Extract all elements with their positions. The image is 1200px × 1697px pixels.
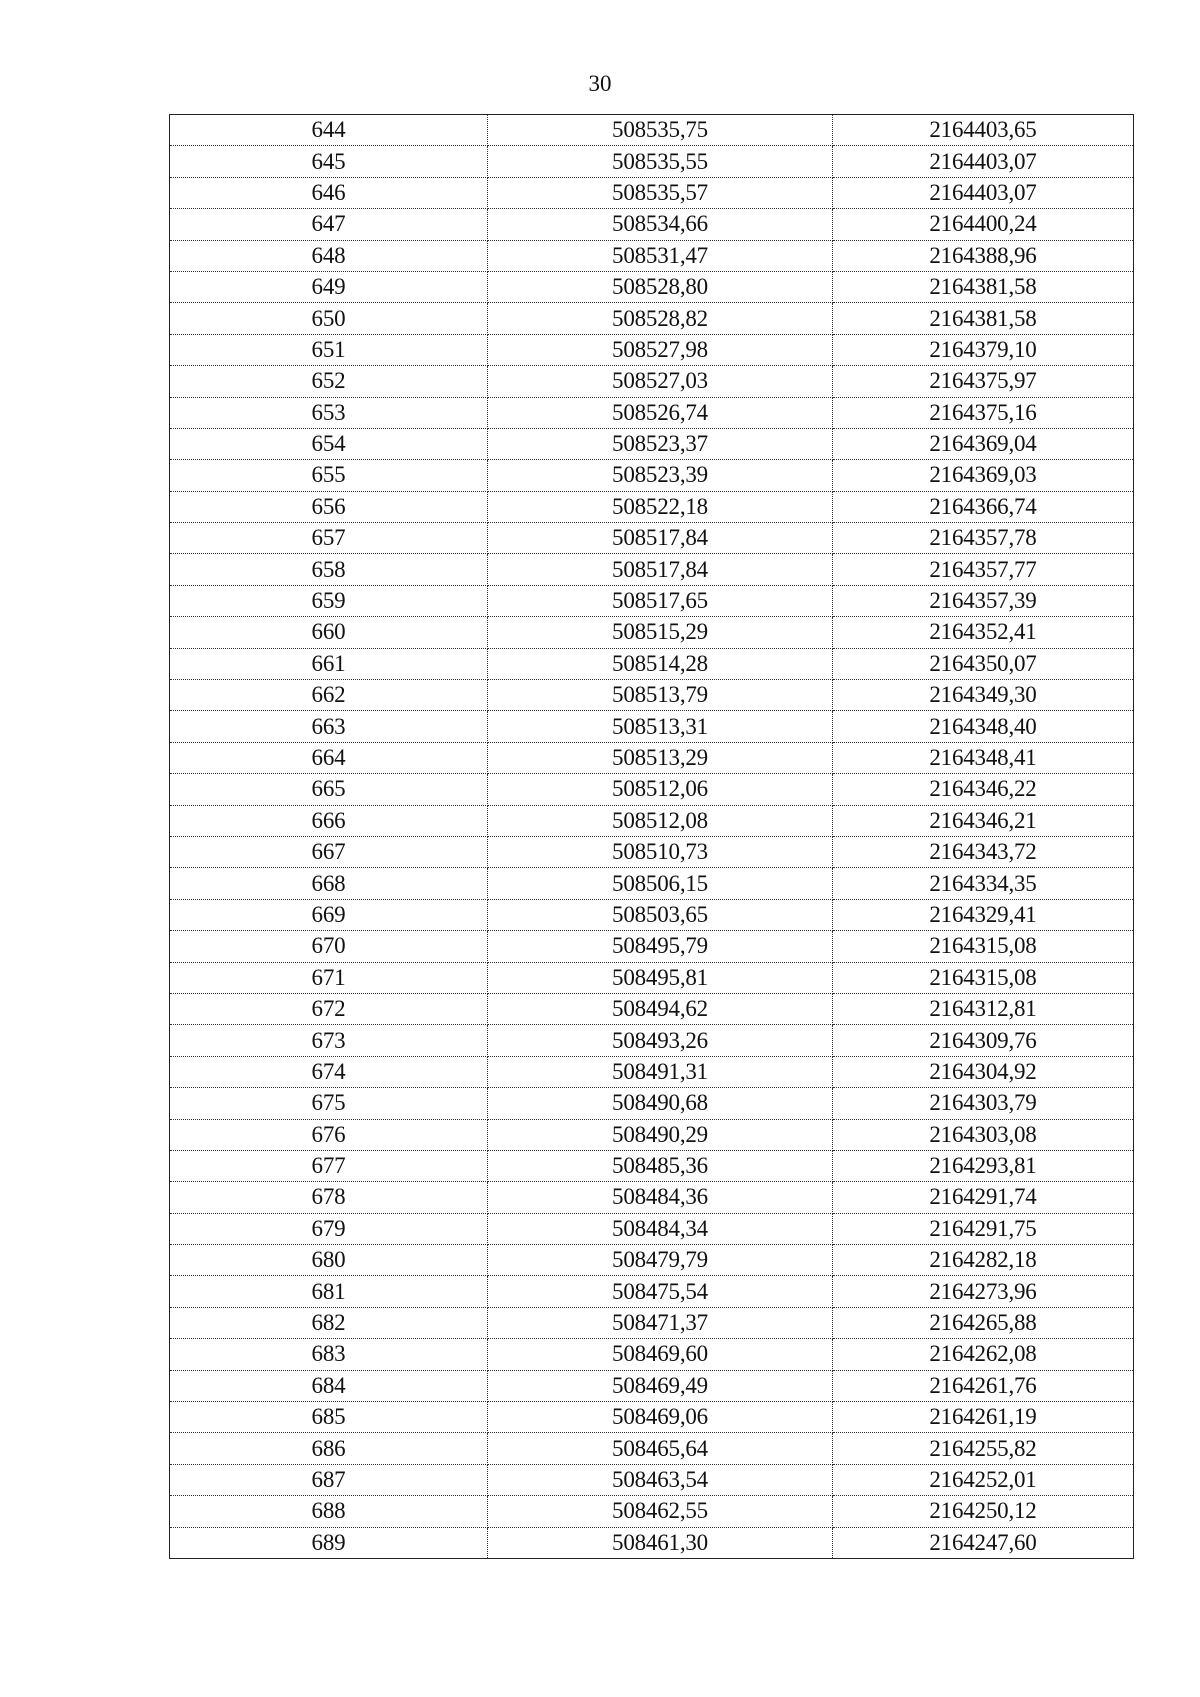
x-coordinate-cell: 508471,37 (488, 1307, 833, 1338)
point-number-cell: 654 (170, 428, 488, 459)
table-row (170, 1433, 1134, 1464)
table-row (170, 146, 1134, 177)
x-coordinate-cell: 508535,75 (488, 115, 833, 146)
x-coordinate-cell: 508528,80 (488, 271, 833, 302)
x-coordinate-cell: 508512,08 (488, 805, 833, 836)
x-coordinate-cell: 508491,31 (488, 1056, 833, 1087)
y-coordinate-cell: 2164357,39 (833, 585, 1134, 616)
y-coordinate-cell: 2164357,77 (833, 554, 1134, 585)
table-row (170, 680, 1134, 711)
x-coordinate-cell: 508469,49 (488, 1370, 833, 1401)
point-number-cell: 652 (170, 366, 488, 397)
y-coordinate-cell: 2164403,07 (833, 177, 1134, 208)
point-number-cell: 672 (170, 993, 488, 1024)
x-coordinate-cell: 508462,55 (488, 1496, 833, 1527)
y-coordinate-cell: 2164388,96 (833, 240, 1134, 271)
table-row (170, 177, 1134, 208)
table-row (170, 1088, 1134, 1119)
table-row (170, 303, 1134, 334)
table-row (170, 805, 1134, 836)
y-coordinate-cell: 2164312,81 (833, 993, 1134, 1024)
x-coordinate-cell: 508513,29 (488, 742, 833, 773)
point-number-cell: 646 (170, 177, 488, 208)
y-coordinate-cell: 2164261,19 (833, 1402, 1134, 1433)
table-row (170, 1119, 1134, 1150)
table-row (170, 523, 1134, 554)
x-coordinate-cell: 508535,55 (488, 146, 833, 177)
point-number-cell: 681 (170, 1276, 488, 1307)
x-coordinate-cell: 508517,65 (488, 585, 833, 616)
point-number-cell: 671 (170, 962, 488, 993)
point-number-cell: 657 (170, 523, 488, 554)
y-coordinate-cell: 2164403,07 (833, 146, 1134, 177)
coordinates-table-body (170, 115, 1134, 1559)
point-number-cell: 674 (170, 1056, 488, 1087)
y-coordinate-cell: 2164349,30 (833, 680, 1134, 711)
point-number-cell: 685 (170, 1402, 488, 1433)
x-coordinate-cell: 508513,79 (488, 680, 833, 711)
table-row (170, 209, 1134, 240)
x-coordinate-cell: 508484,34 (488, 1213, 833, 1244)
y-coordinate-cell: 2164247,60 (833, 1527, 1134, 1558)
x-coordinate-cell: 508514,28 (488, 648, 833, 679)
table-row (170, 742, 1134, 773)
point-number-cell: 650 (170, 303, 488, 334)
point-number-cell: 661 (170, 648, 488, 679)
point-number-cell: 666 (170, 805, 488, 836)
y-coordinate-cell: 2164400,24 (833, 209, 1134, 240)
table-row (170, 428, 1134, 459)
y-coordinate-cell: 2164309,76 (833, 1025, 1134, 1056)
table-row (170, 774, 1134, 805)
y-coordinate-cell: 2164303,08 (833, 1119, 1134, 1150)
table-row (170, 1307, 1134, 1338)
table-row (170, 899, 1134, 930)
x-coordinate-cell: 508528,82 (488, 303, 833, 334)
table-row (170, 240, 1134, 271)
x-coordinate-cell: 508515,29 (488, 617, 833, 648)
x-coordinate-cell: 508510,73 (488, 836, 833, 867)
point-number-cell: 688 (170, 1496, 488, 1527)
x-coordinate-cell: 508493,26 (488, 1025, 833, 1056)
table-row (170, 993, 1134, 1024)
y-coordinate-cell: 2164403,65 (833, 115, 1134, 146)
point-number-cell: 655 (170, 460, 488, 491)
x-coordinate-cell: 508513,31 (488, 711, 833, 742)
x-coordinate-cell: 508494,62 (488, 993, 833, 1024)
x-coordinate-cell: 508517,84 (488, 523, 833, 554)
x-coordinate-cell: 508485,36 (488, 1150, 833, 1181)
y-coordinate-cell: 2164304,92 (833, 1056, 1134, 1087)
table-row (170, 648, 1134, 679)
x-coordinate-cell: 508490,68 (488, 1088, 833, 1119)
point-number-cell: 660 (170, 617, 488, 648)
y-coordinate-cell: 2164273,96 (833, 1276, 1134, 1307)
point-number-cell: 678 (170, 1182, 488, 1213)
x-coordinate-cell: 508534,66 (488, 209, 833, 240)
table-row (170, 836, 1134, 867)
y-coordinate-cell: 2164261,76 (833, 1370, 1134, 1401)
x-coordinate-cell: 508475,54 (488, 1276, 833, 1307)
table-row (170, 397, 1134, 428)
x-coordinate-cell: 508535,57 (488, 177, 833, 208)
point-number-cell: 665 (170, 774, 488, 805)
y-coordinate-cell: 2164262,08 (833, 1339, 1134, 1370)
table-row (170, 115, 1134, 146)
y-coordinate-cell: 2164375,97 (833, 366, 1134, 397)
y-coordinate-cell: 2164348,41 (833, 742, 1134, 773)
point-number-cell: 677 (170, 1150, 488, 1181)
y-coordinate-cell: 2164348,40 (833, 711, 1134, 742)
point-number-cell: 680 (170, 1245, 488, 1276)
y-coordinate-cell: 2164369,03 (833, 460, 1134, 491)
table-row (170, 1245, 1134, 1276)
x-coordinate-cell: 508527,98 (488, 334, 833, 365)
y-coordinate-cell: 2164329,41 (833, 899, 1134, 930)
point-number-cell: 656 (170, 491, 488, 522)
table-row (170, 1402, 1134, 1433)
table-row (170, 271, 1134, 302)
point-number-cell: 644 (170, 115, 488, 146)
x-coordinate-cell: 508522,18 (488, 491, 833, 522)
y-coordinate-cell: 2164315,08 (833, 962, 1134, 993)
y-coordinate-cell: 2164346,21 (833, 805, 1134, 836)
table-row (170, 1150, 1134, 1181)
table-row (170, 460, 1134, 491)
point-number-cell: 679 (170, 1213, 488, 1244)
x-coordinate-cell: 508465,64 (488, 1433, 833, 1464)
y-coordinate-cell: 2164315,08 (833, 931, 1134, 962)
point-number-cell: 682 (170, 1307, 488, 1338)
table-row (170, 1182, 1134, 1213)
table-row (170, 1464, 1134, 1495)
point-number-cell: 683 (170, 1339, 488, 1370)
y-coordinate-cell: 2164265,88 (833, 1307, 1134, 1338)
y-coordinate-cell: 2164303,79 (833, 1088, 1134, 1119)
y-coordinate-cell: 2164381,58 (833, 271, 1134, 302)
x-coordinate-cell: 508484,36 (488, 1182, 833, 1213)
point-number-cell: 659 (170, 585, 488, 616)
point-number-cell: 687 (170, 1464, 488, 1495)
table-row (170, 585, 1134, 616)
y-coordinate-cell: 2164252,01 (833, 1464, 1134, 1495)
page-number: 30 (588, 71, 612, 96)
point-number-cell: 664 (170, 742, 488, 773)
y-coordinate-cell: 2164381,58 (833, 303, 1134, 334)
table-row (170, 1370, 1134, 1401)
x-coordinate-cell: 508495,81 (488, 962, 833, 993)
table-row (170, 868, 1134, 899)
y-coordinate-cell: 2164346,22 (833, 774, 1134, 805)
x-coordinate-cell: 508495,79 (488, 931, 833, 962)
y-coordinate-cell: 2164291,74 (833, 1182, 1134, 1213)
point-number-cell: 689 (170, 1527, 488, 1558)
table-row (170, 962, 1134, 993)
table-row (170, 1276, 1134, 1307)
table-row (170, 1025, 1134, 1056)
x-coordinate-cell: 508517,84 (488, 554, 833, 585)
y-coordinate-cell: 2164375,16 (833, 397, 1134, 428)
table-row (170, 1496, 1134, 1527)
y-coordinate-cell: 2164350,07 (833, 648, 1134, 679)
point-number-cell: 670 (170, 931, 488, 962)
table-row (170, 617, 1134, 648)
point-number-cell: 658 (170, 554, 488, 585)
x-coordinate-cell: 508479,79 (488, 1245, 833, 1276)
x-coordinate-cell: 508523,39 (488, 460, 833, 491)
x-coordinate-cell: 508490,29 (488, 1119, 833, 1150)
point-number-cell: 673 (170, 1025, 488, 1056)
point-number-cell: 684 (170, 1370, 488, 1401)
point-number-cell: 686 (170, 1433, 488, 1464)
x-coordinate-cell: 508503,65 (488, 899, 833, 930)
x-coordinate-cell: 508463,54 (488, 1464, 833, 1495)
table-row (170, 366, 1134, 397)
point-number-cell: 648 (170, 240, 488, 271)
y-coordinate-cell: 2164334,35 (833, 868, 1134, 899)
y-coordinate-cell: 2164250,12 (833, 1496, 1134, 1527)
x-coordinate-cell: 508506,15 (488, 868, 833, 899)
table-row (170, 554, 1134, 585)
table-row (170, 1339, 1134, 1370)
x-coordinate-cell: 508523,37 (488, 428, 833, 459)
x-coordinate-cell: 508469,60 (488, 1339, 833, 1370)
table-row (170, 491, 1134, 522)
point-number-cell: 651 (170, 334, 488, 365)
y-coordinate-cell: 2164366,74 (833, 491, 1134, 522)
point-number-cell: 647 (170, 209, 488, 240)
y-coordinate-cell: 2164379,10 (833, 334, 1134, 365)
x-coordinate-cell: 508527,03 (488, 366, 833, 397)
point-number-cell: 653 (170, 397, 488, 428)
point-number-cell: 663 (170, 711, 488, 742)
point-number-cell: 645 (170, 146, 488, 177)
table-row (170, 711, 1134, 742)
x-coordinate-cell: 508512,06 (488, 774, 833, 805)
y-coordinate-cell: 2164352,41 (833, 617, 1134, 648)
x-coordinate-cell: 508469,06 (488, 1402, 833, 1433)
y-coordinate-cell: 2164357,78 (833, 523, 1134, 554)
x-coordinate-cell: 508531,47 (488, 240, 833, 271)
x-coordinate-cell: 508526,74 (488, 397, 833, 428)
point-number-cell: 667 (170, 836, 488, 867)
y-coordinate-cell: 2164369,04 (833, 428, 1134, 459)
y-coordinate-cell: 2164293,81 (833, 1150, 1134, 1181)
table-row (170, 334, 1134, 365)
table-row (170, 931, 1134, 962)
y-coordinate-cell: 2164291,75 (833, 1213, 1134, 1244)
point-number-cell: 675 (170, 1088, 488, 1119)
y-coordinate-cell: 2164255,82 (833, 1433, 1134, 1464)
coordinates-table (169, 114, 1134, 1559)
point-number-cell: 662 (170, 680, 488, 711)
x-coordinate-cell: 508461,30 (488, 1527, 833, 1558)
point-number-cell: 669 (170, 899, 488, 930)
table-row (170, 1056, 1134, 1087)
y-coordinate-cell: 2164282,18 (833, 1245, 1134, 1276)
table-row (170, 1527, 1134, 1558)
point-number-cell: 668 (170, 868, 488, 899)
table-row (170, 1213, 1134, 1244)
point-number-cell: 676 (170, 1119, 488, 1150)
point-number-cell: 649 (170, 271, 488, 302)
y-coordinate-cell: 2164343,72 (833, 836, 1134, 867)
